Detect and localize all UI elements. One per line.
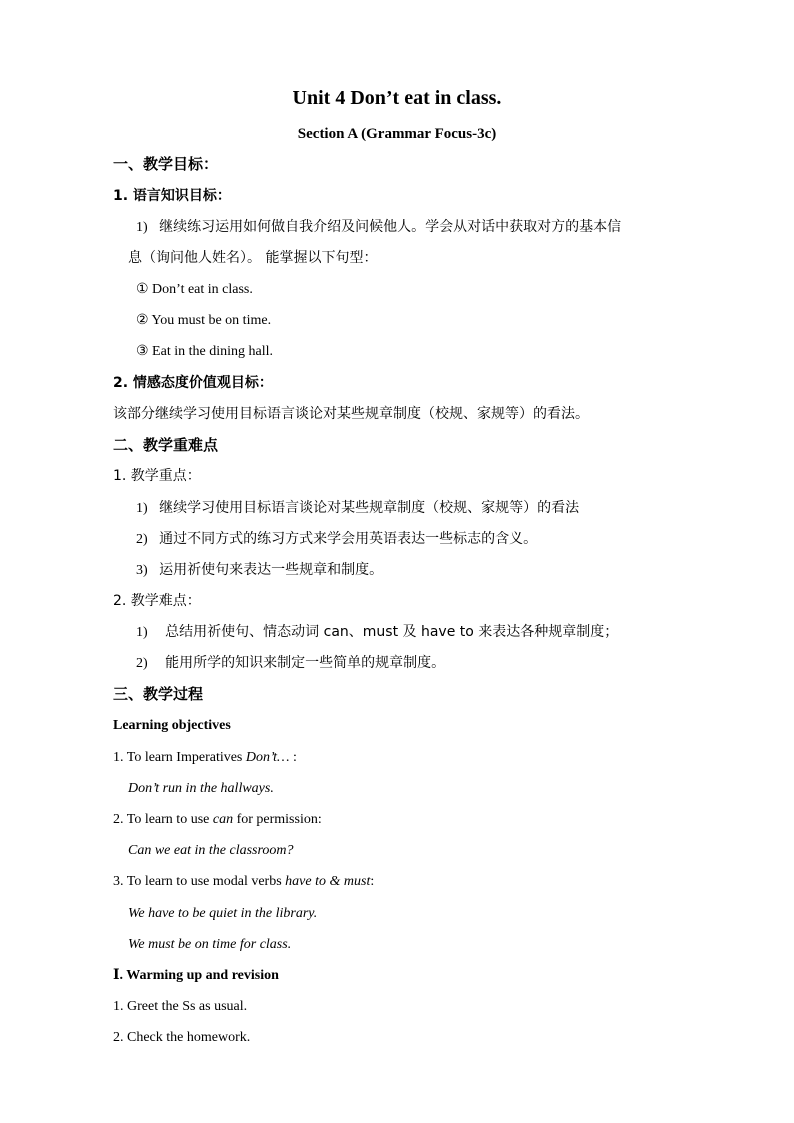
warmup-heading: Ⅰ. Warming up and revision bbox=[113, 968, 279, 983]
warmup-item: 1. Greet the Ss as usual. bbox=[113, 999, 248, 1014]
objective-keyword: Don’t… bbox=[245, 750, 290, 765]
item-text: 能用所学的知识来制定一些简单的规章制度。 bbox=[165, 655, 446, 671]
example-sentence: Can we eat in the classroom? bbox=[128, 843, 294, 858]
subheading-emotion-values: 2. 情感态度价值观目标： bbox=[113, 375, 273, 391]
item-number: 2) bbox=[136, 656, 148, 671]
objective-text: 1. To learn Imperatives bbox=[113, 750, 246, 765]
item-text: 继续学习使用目标语言谈论对某些规章制度（校规、家规等）的看法 bbox=[159, 500, 580, 516]
subheading-language-knowledge: 1. 语言知识目标： bbox=[113, 188, 231, 204]
objective-item bbox=[113, 749, 297, 767]
page-subtitle: Section A (Grammar Focus-3c) bbox=[297, 126, 497, 142]
item-number: 2) bbox=[136, 532, 148, 547]
objective-keyword: can bbox=[212, 812, 234, 827]
objective-tail: : bbox=[370, 874, 375, 889]
objective-item bbox=[113, 873, 374, 891]
example-sentence: Don’t run in the hallways. bbox=[128, 781, 274, 796]
list-item bbox=[136, 530, 537, 549]
section-heading-key-points: 二、教学重难点 bbox=[113, 436, 219, 454]
item-number: 3) bbox=[136, 563, 148, 578]
warmup-item: 2. Check the homework. bbox=[113, 1030, 251, 1045]
objective-tail: for permission: bbox=[233, 812, 322, 827]
item-text: 运用祈使句来表达一些规章和制度。 bbox=[159, 562, 384, 578]
example-sentence: We must be on time for class. bbox=[128, 937, 292, 952]
sentence-pattern: ③ Eat in the dining hall. bbox=[136, 344, 273, 359]
item-number: 1) bbox=[136, 220, 148, 235]
objectives-heading: Learning objectives bbox=[113, 718, 231, 733]
item-text: 总结用祈使句、情态动词 can、must 及 have to 来表达各种规章制度； bbox=[165, 624, 619, 640]
objective-text: 2. To learn to use bbox=[113, 812, 213, 827]
list-item bbox=[136, 654, 445, 673]
objective-text: 3. To learn to use modal verbs bbox=[113, 874, 286, 889]
list-item bbox=[136, 499, 579, 518]
paragraph: 该部分继续学习使用目标语言谈论对某些规章制度（校规、家规等）的看法。 bbox=[113, 406, 589, 422]
list-item bbox=[136, 561, 383, 580]
objective-item bbox=[113, 811, 322, 829]
item-number: 1) bbox=[136, 625, 148, 640]
item-text: 继续练习运用如何做自我介绍及问候他人。学会从对话中获取对方的基本信 bbox=[159, 219, 622, 235]
sentence-pattern: ① Don’t eat in class. bbox=[136, 282, 253, 297]
list-item bbox=[136, 623, 618, 642]
subheading-focus: 1. 教学重点： bbox=[113, 468, 201, 484]
objective-keyword: have to & must bbox=[285, 874, 371, 889]
page-title: Unit 4 Don’t eat in class. bbox=[292, 87, 502, 109]
example-sentence: We have to be quiet in the library. bbox=[128, 906, 318, 921]
list-item bbox=[136, 218, 621, 237]
subheading-difficulty: 2. 教学难点： bbox=[113, 593, 201, 609]
item-number: 1) bbox=[136, 501, 148, 516]
section-heading-process: 三、教学过程 bbox=[113, 685, 204, 703]
item-text-continued: 息（询问他人姓名）。 能掌握以下句型： bbox=[128, 250, 378, 266]
section-heading-objectives: 一、教学目标： bbox=[113, 155, 219, 173]
item-text: 通过不同方式的练习方式来学会用英语表达一些标志的含义。 bbox=[159, 531, 538, 547]
sentence-pattern: ② You must be on time. bbox=[136, 313, 272, 328]
objective-tail: : bbox=[289, 750, 297, 765]
